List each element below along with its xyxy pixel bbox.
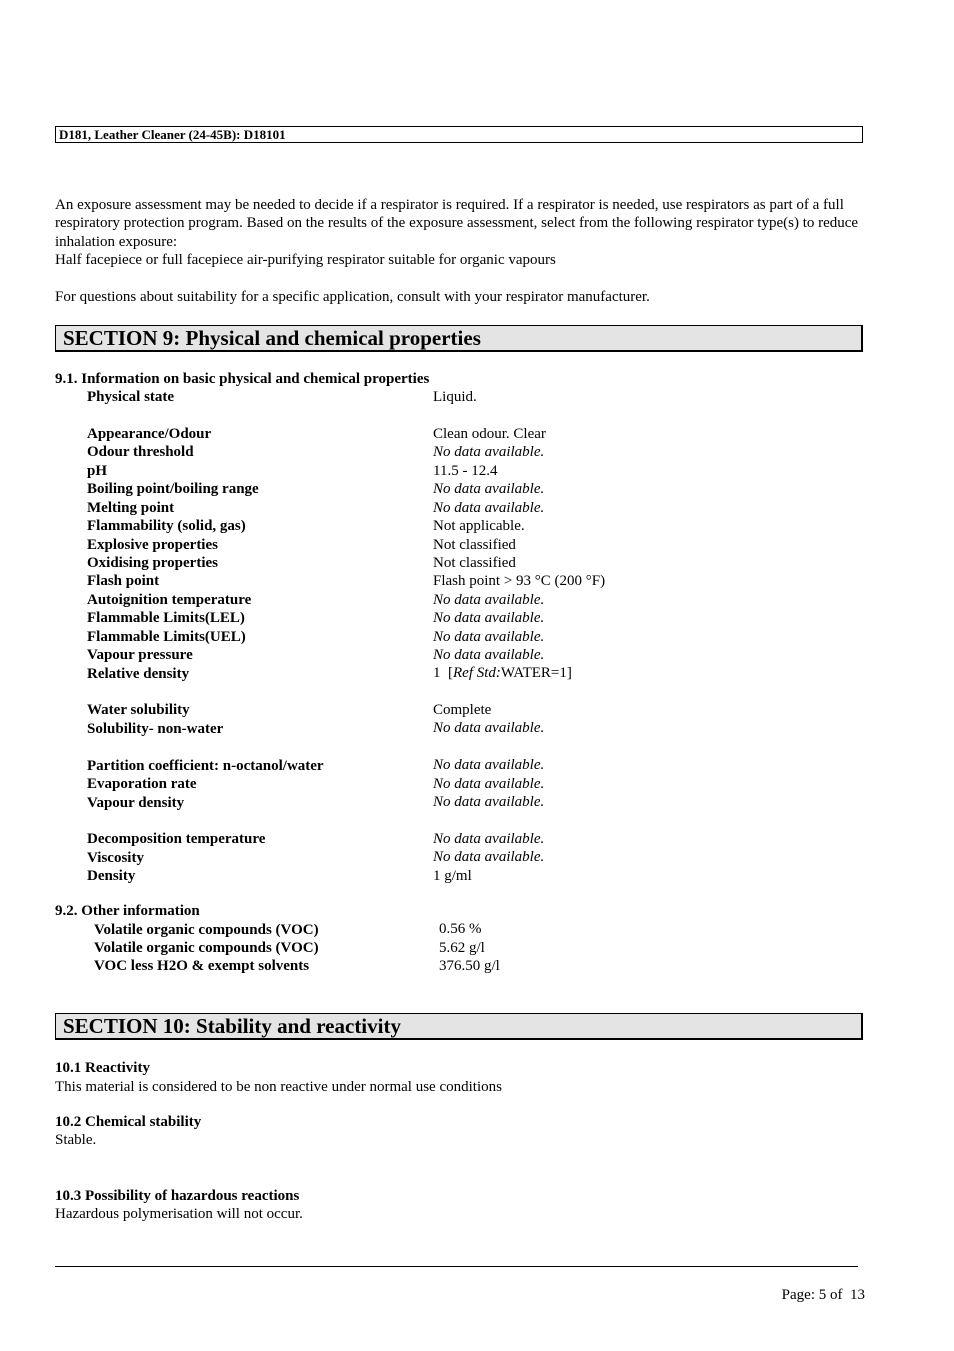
prop-value-lel: No data available. bbox=[433, 610, 545, 626]
prop-value-density: 1 g/ml bbox=[433, 868, 472, 884]
respirator-text-1: An exposure assessment may be needed to decide if a respirator is required. If a respirator is needed, use respirators as part of a full respiratory protection program. Based on the results of the exposure assessment, select from the following respirator type(s) to reduce inhalation exposure: bbox=[55, 197, 859, 250]
prop-label-partition-coefficient: Partition coefficient: n-octanol/water bbox=[87, 758, 324, 774]
prop-value-vapour-pressure: No data available. bbox=[433, 647, 545, 663]
prop-value-boiling-point: No data available. bbox=[433, 481, 545, 497]
prop-label-uel: Flammable Limits(UEL) bbox=[87, 629, 246, 645]
page-number: Page: 5 of 13 bbox=[781, 1287, 865, 1303]
prop-value-flammability: Not applicable. bbox=[433, 518, 525, 534]
prop-value-oxidising: Not classified bbox=[433, 555, 516, 571]
reactivity-heading: 10.1 Reactivity bbox=[55, 1060, 150, 1076]
relative-density-suffix: WATER=1] bbox=[500, 665, 572, 681]
relative-density-ref-label: Ref Std: bbox=[453, 665, 501, 681]
hazardous-reactions-text: Hazardous polymerisation will not occur. bbox=[55, 1206, 303, 1222]
prop-value-partition-coefficient: No data available. bbox=[433, 757, 545, 773]
prop-label-physical-state: Physical state bbox=[87, 389, 175, 405]
chemical-stability-text: Stable. bbox=[55, 1132, 97, 1148]
prop-label-relative-density: Relative density bbox=[87, 666, 190, 682]
prop-label-appearance: Appearance/Odour bbox=[87, 426, 212, 442]
prop-value-evaporation-rate: No data available. bbox=[433, 776, 545, 792]
prop-label-vapour-pressure: Vapour pressure bbox=[87, 647, 193, 663]
prop-value-melting-point: No data available. bbox=[433, 500, 545, 516]
reactivity-text: This material is considered to be non reactive under normal use conditions bbox=[55, 1079, 502, 1095]
prop-label-boiling-point: Boiling point/boiling range bbox=[87, 481, 259, 497]
section-10-title: SECTION 10: Stability and reactivity bbox=[55, 1013, 863, 1040]
hazardous-reactions-heading: 10.3 Possibility of hazardous reactions bbox=[55, 1188, 300, 1204]
section-9-title: SECTION 9: Physical and chemical properties bbox=[55, 325, 863, 352]
prop-value-vapour-density: No data available. bbox=[433, 794, 545, 810]
respirator-note: For questions about suitability for a specific application, consult with your respirator manufacturer. bbox=[55, 289, 650, 305]
prop-value-flash-point: Flash point > 93 °C (200 °F) bbox=[433, 573, 606, 589]
prop-label-decomposition: Decomposition temperature bbox=[87, 831, 266, 847]
prop-value-water-solubility: Complete bbox=[433, 702, 492, 718]
chemical-stability-heading: 10.2 Chemical stability bbox=[55, 1114, 202, 1130]
prop-label-odour-threshold: Odour threshold bbox=[87, 444, 194, 460]
voc-value-gl: 5.62 g/l bbox=[439, 940, 485, 956]
voc-value-exempt: 376.50 g/l bbox=[439, 958, 500, 974]
prop-label-flash-point: Flash point bbox=[87, 573, 160, 589]
prop-value-uel: No data available. bbox=[433, 629, 545, 645]
relative-density-prefix: 1 [ bbox=[433, 665, 453, 681]
prop-label-density: Density bbox=[87, 868, 136, 884]
prop-label-evaporation-rate: Evaporation rate bbox=[87, 776, 197, 792]
prop-value-explosive: Not classified bbox=[433, 537, 516, 553]
prop-label-melting-point: Melting point bbox=[87, 500, 175, 516]
prop-label-autoignition: Autoignition temperature bbox=[87, 592, 252, 608]
prop-value-odour-threshold: No data available. bbox=[433, 444, 545, 460]
prop-label-solubility-nonwater: Solubility- non-water bbox=[87, 721, 224, 737]
voc-value-percent: 0.56 % bbox=[439, 921, 482, 937]
prop-label-oxidising: Oxidising properties bbox=[87, 555, 218, 571]
voc-label-exempt: VOC less H2O & exempt solvents bbox=[94, 958, 310, 974]
prop-value-relative-density bbox=[433, 664, 572, 682]
prop-label-flammability: Flammability (solid, gas) bbox=[87, 518, 246, 534]
prop-value-solubility-nonwater: No data available. bbox=[433, 720, 545, 736]
prop-label-viscosity: Viscosity bbox=[87, 850, 144, 866]
respirator-paragraph bbox=[55, 196, 870, 269]
prop-label-explosive: Explosive properties bbox=[87, 537, 218, 553]
prop-value-ph: 11.5 - 12.4 bbox=[433, 463, 498, 479]
prop-label-water-solubility: Water solubility bbox=[87, 702, 190, 718]
prop-label-lel: Flammable Limits(LEL) bbox=[87, 610, 245, 626]
prop-label-vapour-density: Vapour density bbox=[87, 795, 185, 811]
voc-label-percent: Volatile organic compounds (VOC) bbox=[94, 922, 319, 938]
document-header: D181, Leather Cleaner (24-45B): D18101 bbox=[55, 126, 863, 143]
voc-label-gl: Volatile organic compounds (VOC) bbox=[94, 940, 319, 956]
prop-value-autoignition: No data available. bbox=[433, 592, 545, 608]
prop-value-physical-state: Liquid. bbox=[433, 389, 477, 405]
prop-value-viscosity: No data available. bbox=[433, 849, 545, 865]
respirator-text-2: Half facepiece or full facepiece air-purifying respirator suitable for organic vapours bbox=[55, 251, 556, 268]
prop-value-appearance: Clean odour. Clear bbox=[433, 426, 546, 442]
prop-value-decomposition: No data available. bbox=[433, 831, 545, 847]
footer-divider bbox=[55, 1266, 858, 1267]
subsection-9-1-heading: 9.1. Information on basic physical and chemical properties bbox=[55, 371, 430, 387]
prop-label-ph: pH bbox=[87, 463, 108, 479]
subsection-9-2-heading: 9.2. Other information bbox=[55, 903, 200, 919]
